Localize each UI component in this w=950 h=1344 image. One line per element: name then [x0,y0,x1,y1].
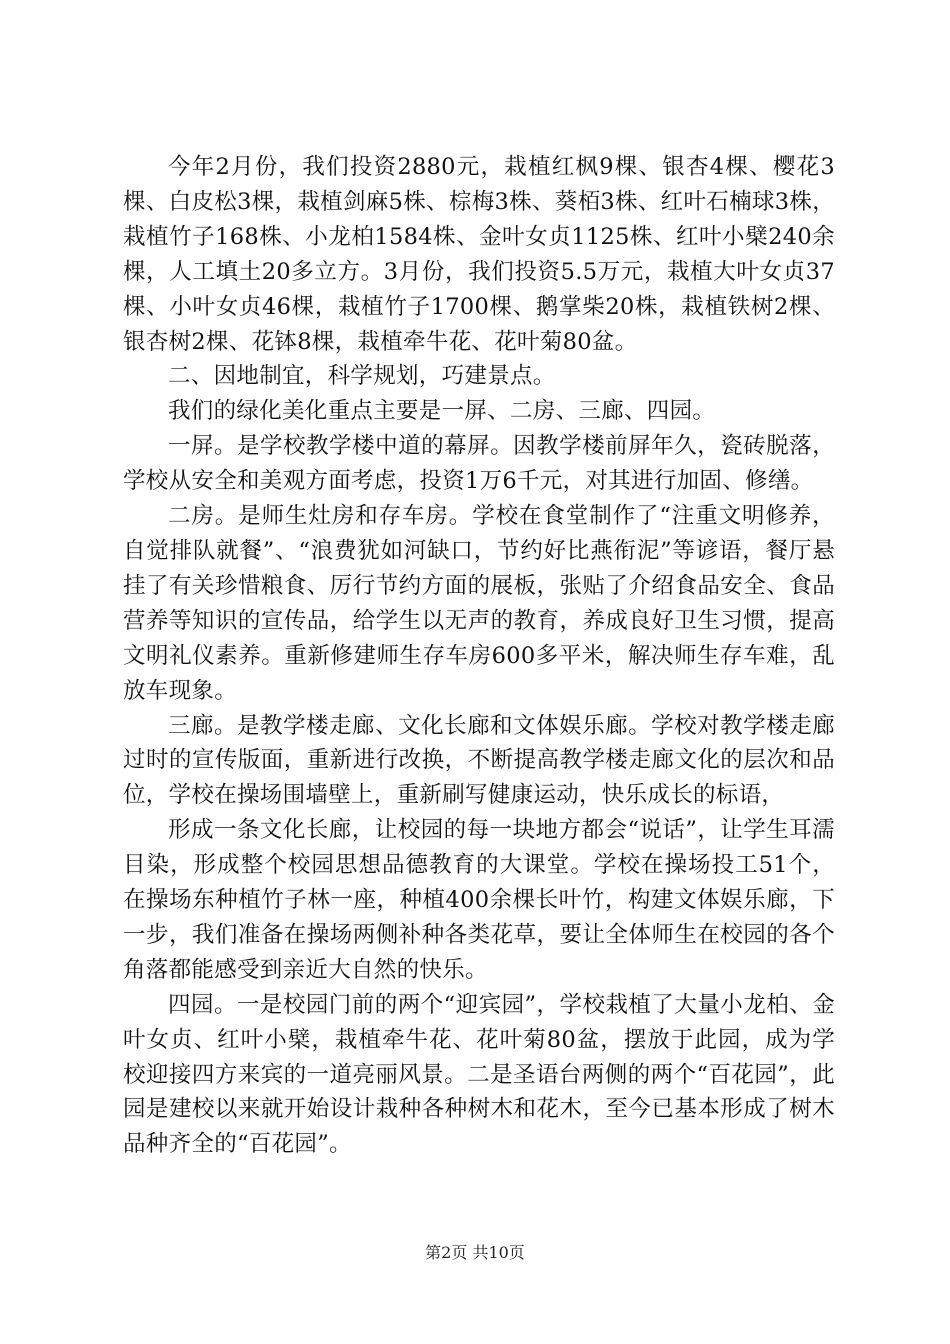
paragraph-four-gardens: 四园。一是校园门前的两个“迎宾园”，学校栽植了大量小龙柏、金叶女贞、红叶小檗，栽植牵牛花、花叶菊80盆，摆放于此园，成为学校迎接四方来宾的一道亮丽风景。二是圣语台两侧的两个“百花园”，此园是建校以来就开始设计栽种各种树木和花木，至今已基本形成了树木品种齐全的“百花园”。 [123,991,835,1158]
document-body [123,150,835,1162]
section-heading-2: 二、因地制宜，科学规划，巧建景点。 [168,363,556,390]
paragraph-two-houses: 二房。是师生灶房和存车房。学校在食堂制作了“注重文明修养，自觉排队就餐”、“浪费犹如河缺口，节约好比燕衔泥”等谚语，餐厅悬挂了有关珍惜粮食、厉行节约方面的展板，张贴了介绍食品安全、食品营养等知识的宣传品，给学生以无声的教育，养成良好卫生习惯，提高文明礼仪素养。重新修建师生存车房600多平米，解决师生存车难，乱放车现象。 [123,503,835,704]
paragraph-culture-corridor: 形成一条文化长廊，让校园的每一块地方都会“说话”，让学生耳濡目染，形成整个校园思想品德教育的大课堂。学校在操场投工51个，在操场东种植竹子林一座，种植400余棵长叶竹，构建文体娱乐廊，下一步，我们准备在操场两侧补种各类花草，要让全体师生在校园的各个角落都能感受到亲近大自然的快乐。 [123,817,835,983]
paragraph-planting-record: 今年2月份，我们投资2880元，栽植红枫9棵、银杏4棵、樱花3棵、白皮松3棵，栽植剑麻5株、棕梅3株、葵栢3株、红叶石楠球3株，栽植竹子168株、小龙柏1584株、金叶女贞1125株、红叶小檗240余棵，人工填土20多立方。3月份，我们投资5.5万元，栽植大叶女贞37棵、小叶女贞46棵，栽植竹子1700棵、鹅掌柴20株，栽植铁树2棵、银杏树2棵、花钵8棵，栽植牵牛花、花叶菊80盆。 [123,154,835,355]
page-footer: 第2页 共10页 [425,1243,525,1262]
paragraph-focus-summary: 我们的绿化美化重点主要是一屏、二房、三廊、四园。 [168,398,716,425]
paragraph-three-corridors: 三廊。是教学楼走廊、文化长廊和文体娱乐廊。学校对教学楼走廊过时的宣传版面，重新进行改换，不断提高教学楼走廊文化的层次和品位，学校在操场围墙壁上，重新刷写健康运动，快乐成长的标语， [123,712,835,809]
paragraph-screen: 一屏。是学校教学楼中道的幕屏。因教学楼前屏年久，瓷砖脱落，学校从安全和美观方面考虑，投资1万6千元，对其进行加固、修缮。 [123,433,835,495]
